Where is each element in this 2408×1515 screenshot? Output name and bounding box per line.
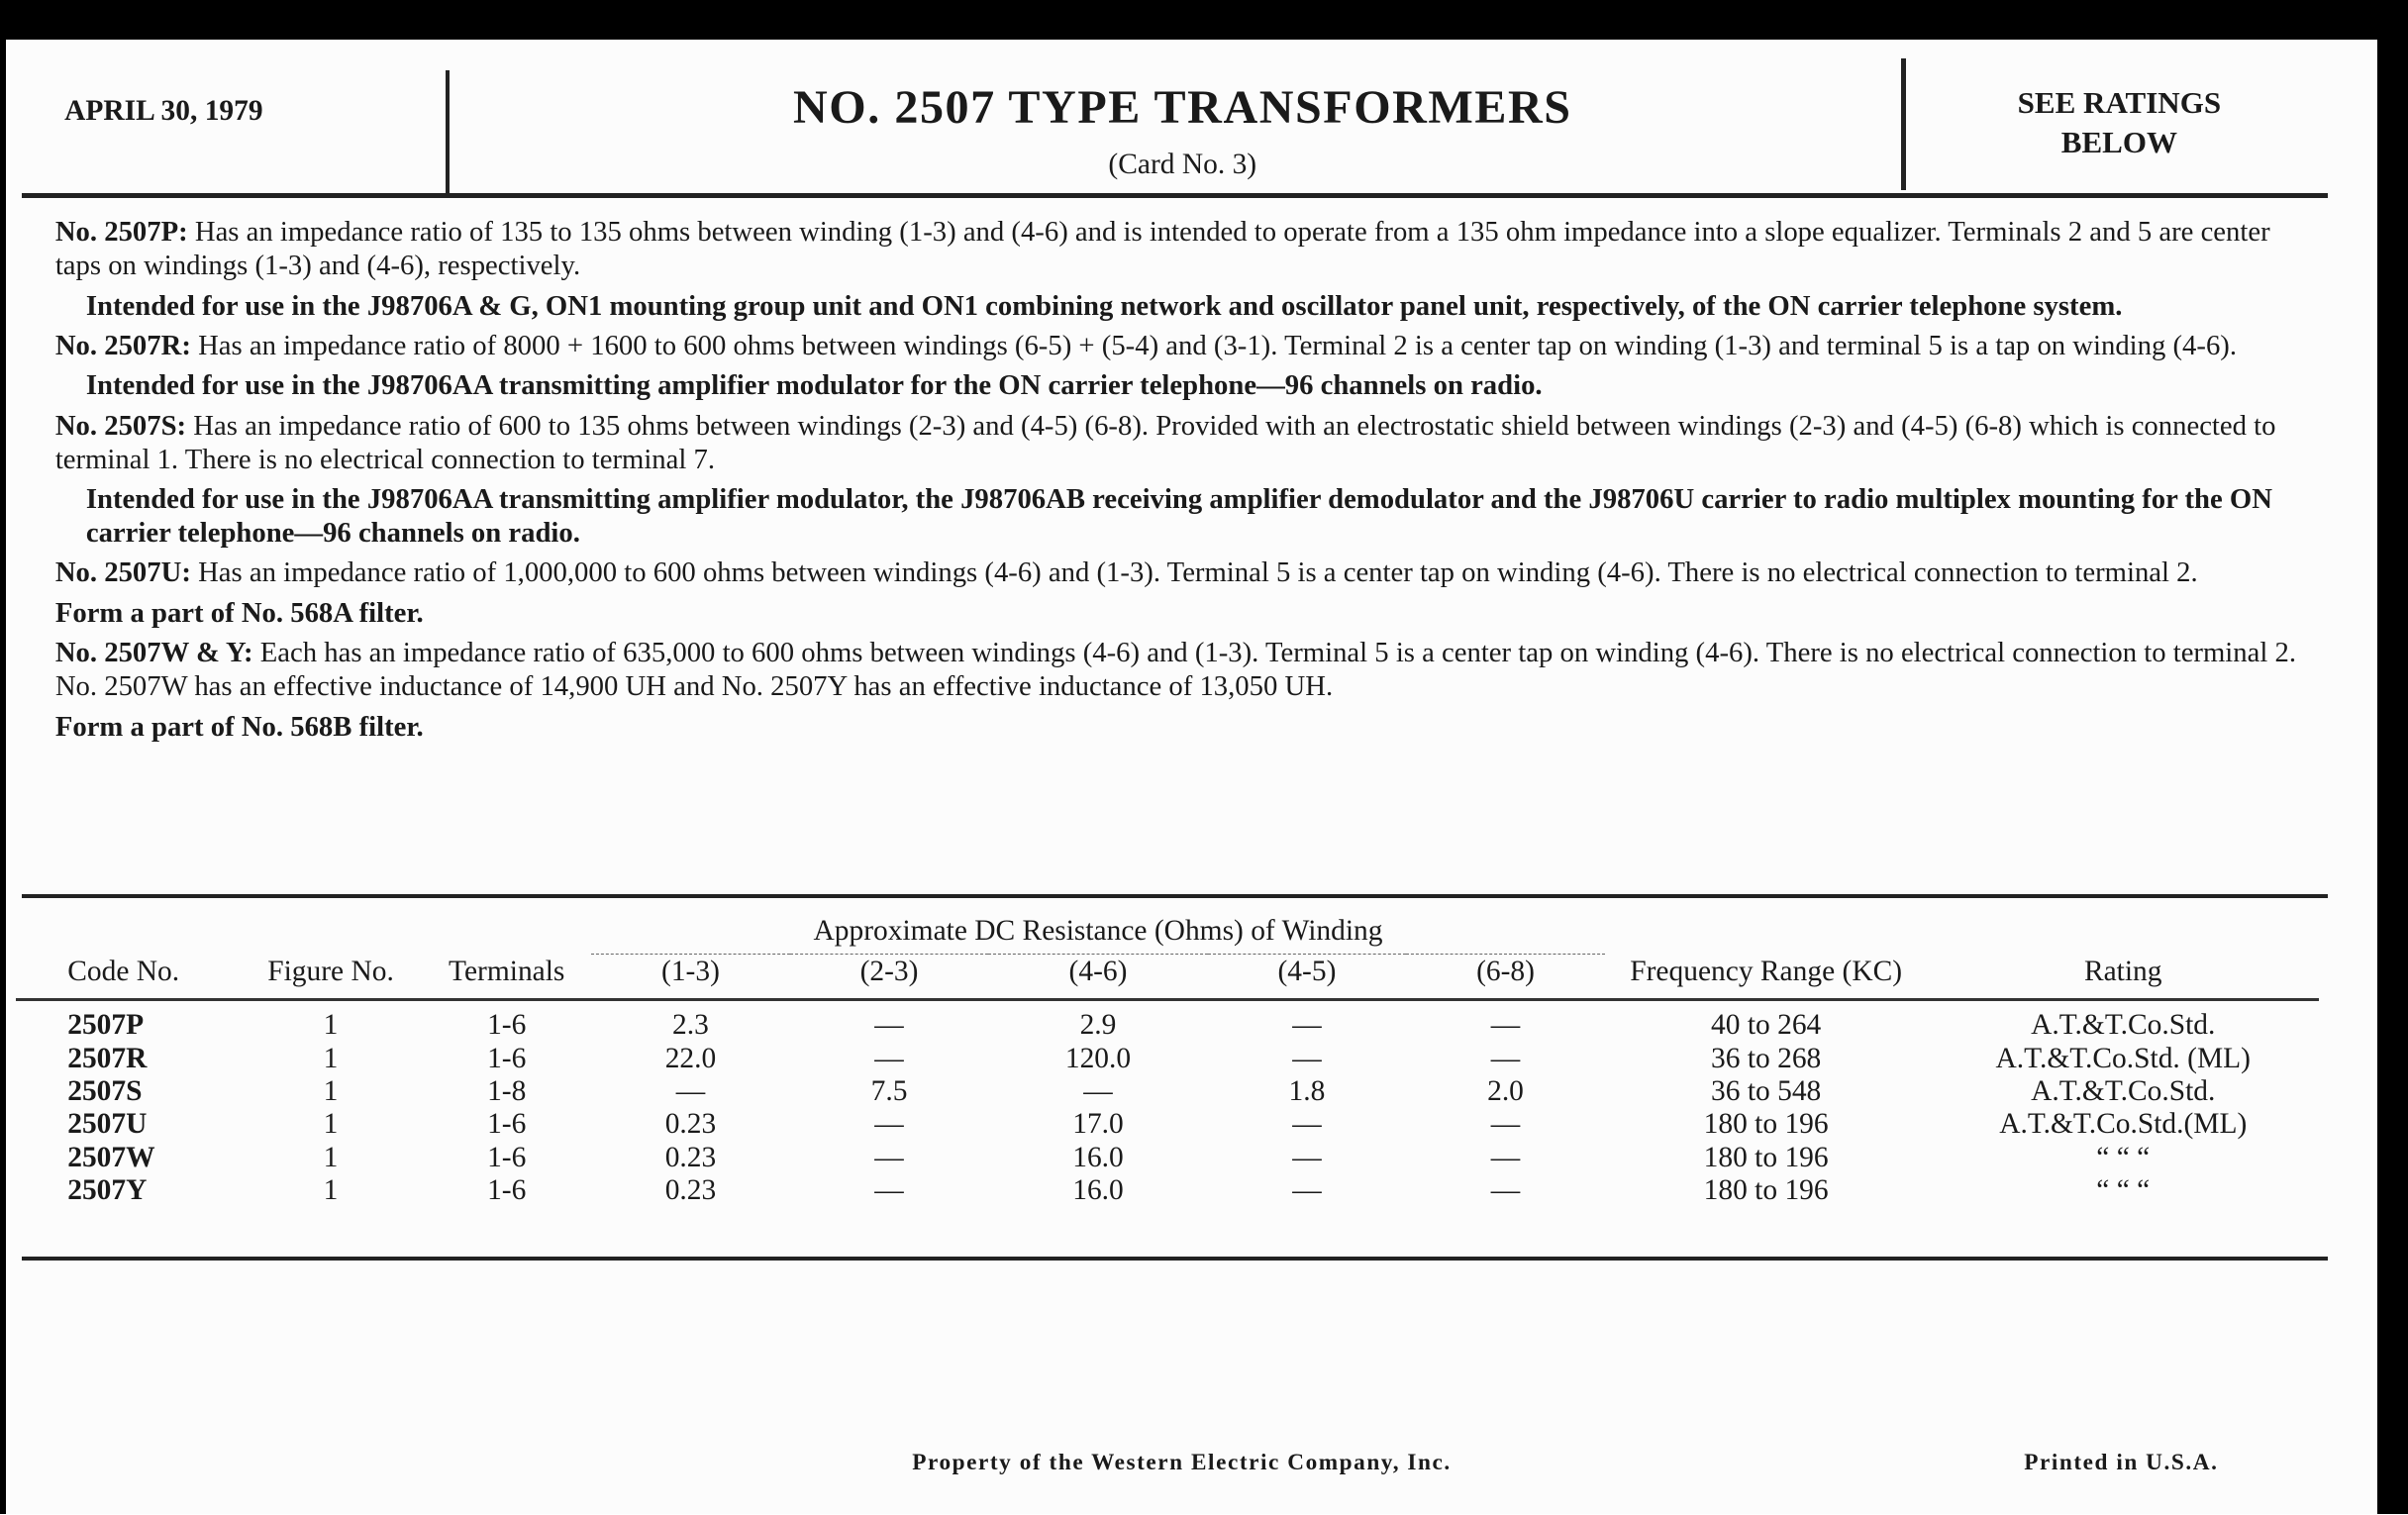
paragraph bbox=[55, 289, 2313, 323]
col-winding: (4-6) bbox=[1068, 956, 1128, 988]
page-title: NO. 2507 TYPE TRANSFORMERS bbox=[793, 80, 1572, 134]
table-row bbox=[16, 1075, 2320, 1108]
table-cell: 2507U bbox=[67, 1108, 148, 1141]
table-cell: — bbox=[874, 1173, 904, 1206]
col-frequency: Frequency Range (KC) bbox=[1630, 956, 1903, 988]
paragraph bbox=[55, 215, 2313, 282]
table-cell: 22.0 bbox=[664, 1042, 717, 1074]
table-cell: 1 bbox=[323, 1042, 339, 1074]
table-cell: 2507Y bbox=[67, 1173, 148, 1206]
table-row bbox=[16, 1174, 2320, 1207]
table-cell: 36 to 268 bbox=[1711, 1042, 1822, 1074]
table-cell: 120.0 bbox=[1064, 1042, 1132, 1074]
col-resistance-group: Approximate DC Resistance (Ohms) of Winding bbox=[591, 914, 1605, 955]
table-cell: 180 to 196 bbox=[1703, 1108, 1829, 1141]
card-number: (Card No. 3) bbox=[1108, 149, 1257, 181]
paragraph-text: Has an impedance ratio of 600 to 135 ohms between windings (2-3) and (4-5) (6-8). Provided with an electrostatic shield between windings (2-3) and (4-5) (6-8) which is connected to terminal 1. There is no electrical connection to terminal 7. bbox=[54, 409, 2276, 475]
table-row bbox=[16, 1142, 2320, 1174]
table-cell: 1.8 bbox=[1288, 1074, 1326, 1107]
table-cell: 0.23 bbox=[664, 1173, 717, 1206]
table-cell: “ “ “ bbox=[2096, 1173, 2151, 1206]
table-cell: 2507R bbox=[67, 1042, 148, 1074]
ratings-note bbox=[1920, 83, 2319, 163]
col-rating: Rating bbox=[2083, 956, 2162, 988]
paragraph-text: Has an impedance ratio of 135 to 135 ohms between winding (1-3) and (4-6) and is intended to operate from a 135 ohm impedance into a slope equalizer. Terminals 2 and 5 are center taps on windings (1-3) and (4-6), respectively. bbox=[54, 216, 2270, 282]
col-code: Code No. bbox=[67, 956, 180, 988]
scan-border-top bbox=[0, 0, 2408, 40]
table-top-rule bbox=[22, 894, 2329, 899]
divider bbox=[1901, 58, 1906, 190]
paragraph bbox=[55, 482, 2313, 550]
paragraph-code: No. 2507P: bbox=[54, 216, 188, 249]
paragraph-text: Each has an impedance ratio of 635,000 to 600 ohms between windings (4-6) and (1-3). Terminal 5 is a center tap on winding (4-6). There is no electrical connection to terminal 2. No. 2507W has an effective inductance of 14,900 UH and No. 2507Y has an effective inductance of 13,050 UH. bbox=[54, 637, 2297, 703]
ratings-note-line: SEE RATINGS bbox=[2017, 84, 2222, 120]
scan-border-left bbox=[0, 0, 6, 1514]
table-cell: — bbox=[1490, 1009, 1521, 1042]
table-cell: — bbox=[1490, 1173, 1521, 1206]
ratings-note-line: BELOW bbox=[2060, 125, 2177, 160]
table-cell: 1 bbox=[323, 1074, 339, 1107]
table-cell: 1 bbox=[323, 1009, 339, 1042]
table-cell: 0.23 bbox=[664, 1141, 717, 1173]
paragraph bbox=[55, 710, 2313, 744]
divider bbox=[446, 70, 451, 193]
paragraph-text: Intended for use in the J98706A & G, ON1 mounting group unit and ON1 combining network and oscillator panel unit, respectively, of the ON carrier telephone system. bbox=[85, 289, 2123, 322]
table-cell: — bbox=[874, 1009, 904, 1042]
table-cell: 2.0 bbox=[1487, 1074, 1524, 1107]
table-cell: — bbox=[874, 1042, 904, 1074]
table-cell: — bbox=[1490, 1042, 1521, 1074]
property-notice: Property of the Western Electric Company, Inc. bbox=[912, 1450, 1452, 1476]
table-cell: 1-8 bbox=[487, 1074, 527, 1107]
col-terminals: Terminals bbox=[449, 956, 565, 988]
card-date: APRIL 30, 1979 bbox=[64, 95, 263, 128]
resistance-table bbox=[16, 914, 2320, 1207]
table-row bbox=[16, 1043, 2320, 1075]
table-row bbox=[16, 1108, 2320, 1141]
col-winding: (4-5) bbox=[1277, 956, 1337, 988]
table-cell: 2.9 bbox=[1079, 1009, 1117, 1042]
table-cell: A.T.&T.Co.Std. bbox=[2031, 1009, 2216, 1042]
paragraph-text: Intended for use in the J98706AA transmitting amplifier modulator, the J98706AB receiving amplifier demodulator and the J98706U carrier to radio multiplex mounting for the ON carrier telephone—96 channels on radio. bbox=[85, 483, 2272, 550]
table-cell: — bbox=[1292, 1009, 1322, 1042]
paragraph-code: No. 2507W & Y: bbox=[54, 637, 253, 669]
table-cell: A.T.&T.Co.Std. bbox=[2031, 1074, 2216, 1107]
table-cell: A.T.&T.Co.Std.(ML) bbox=[1999, 1108, 2248, 1141]
paragraph-text: Intended for use in the J98706AA transmitting amplifier modulator for the ON carrier telephone—96 channels on radio. bbox=[85, 369, 1543, 402]
table-cell: — bbox=[1292, 1141, 1322, 1173]
paragraph-text: Has an impedance ratio of 8000 + 1600 to 600 ohms between windings (6-5) + (5-4) and (3-1). Terminal 2 is a center tap on winding (1-3) and terminal 5 is a tap on winding (4-6). bbox=[190, 329, 2238, 361]
table-cell: 2507S bbox=[67, 1074, 143, 1107]
paragraph bbox=[55, 596, 2313, 630]
table-cell: 7.5 bbox=[870, 1074, 908, 1107]
table-cell: — bbox=[675, 1074, 706, 1107]
table-cell: 0.23 bbox=[664, 1108, 717, 1141]
paragraph-text: Form a part of No. 568A filter. bbox=[54, 596, 424, 629]
table-cell: “ “ “ bbox=[2096, 1141, 2151, 1173]
col-winding: (2-3) bbox=[859, 956, 919, 988]
table-cell: — bbox=[1292, 1173, 1322, 1206]
table-cell: 1 bbox=[323, 1173, 339, 1206]
table-cell: — bbox=[1490, 1141, 1521, 1173]
table-cell: 1-6 bbox=[487, 1173, 527, 1206]
header-rule bbox=[22, 193, 2329, 198]
table-cell: 40 to 264 bbox=[1711, 1009, 1822, 1042]
paragraph-code: No. 2507R: bbox=[54, 329, 191, 361]
table-cell: — bbox=[874, 1141, 904, 1173]
table-cell: 180 to 196 bbox=[1703, 1141, 1829, 1173]
description-text bbox=[55, 215, 2313, 750]
table-cell: 1 bbox=[323, 1108, 339, 1141]
paragraph-code: No. 2507S: bbox=[54, 409, 187, 442]
table-cell: 180 to 196 bbox=[1703, 1173, 1829, 1206]
table-cell: — bbox=[1292, 1108, 1322, 1141]
table-cell: 2.3 bbox=[672, 1009, 709, 1042]
table-cell: 16.0 bbox=[1072, 1141, 1124, 1173]
col-figure: Figure No. bbox=[267, 956, 394, 988]
col-winding: (6-8) bbox=[1476, 956, 1535, 988]
table-cell: 2507W bbox=[67, 1141, 155, 1173]
table-cell: 1-6 bbox=[487, 1009, 527, 1042]
paragraph-text: Form a part of No. 568B filter. bbox=[54, 710, 424, 743]
table-cell: 1-6 bbox=[487, 1108, 527, 1141]
table-bottom-rule bbox=[22, 1257, 2329, 1262]
paragraph-code: No. 2507U: bbox=[54, 556, 191, 589]
table-cell: 2507P bbox=[67, 1009, 145, 1042]
table-cell: 36 to 548 bbox=[1711, 1074, 1822, 1107]
paragraph-text: Has an impedance ratio of 1,000,000 to 600 ohms between windings (4-6) and (1-3). Terminal 5 is a center tap on winding (4-6). There is no electrical connection to terminal 2. bbox=[190, 556, 2198, 589]
table-cell: — bbox=[874, 1108, 904, 1141]
scan-border-right bbox=[2377, 0, 2408, 1514]
paragraph bbox=[55, 409, 2313, 476]
col-winding: (1-3) bbox=[661, 956, 720, 988]
table-cell: — bbox=[1083, 1074, 1113, 1107]
table-cell: 16.0 bbox=[1072, 1173, 1124, 1206]
printed-notice: Printed in U.S.A. bbox=[2024, 1450, 2219, 1476]
paragraph bbox=[55, 636, 2313, 703]
table-cell: 1 bbox=[323, 1141, 339, 1173]
table-row bbox=[16, 999, 2320, 1042]
table-cell: — bbox=[1292, 1042, 1322, 1074]
table-cell: 1-6 bbox=[487, 1042, 527, 1074]
table-cell: A.T.&T.Co.Std. (ML) bbox=[1995, 1042, 2251, 1074]
paragraph bbox=[55, 329, 2313, 362]
paragraph bbox=[55, 556, 2313, 589]
table-cell: — bbox=[1490, 1108, 1521, 1141]
paragraph bbox=[55, 368, 2313, 402]
table-cell: 17.0 bbox=[1072, 1108, 1124, 1141]
table-cell: 1-6 bbox=[487, 1141, 527, 1173]
